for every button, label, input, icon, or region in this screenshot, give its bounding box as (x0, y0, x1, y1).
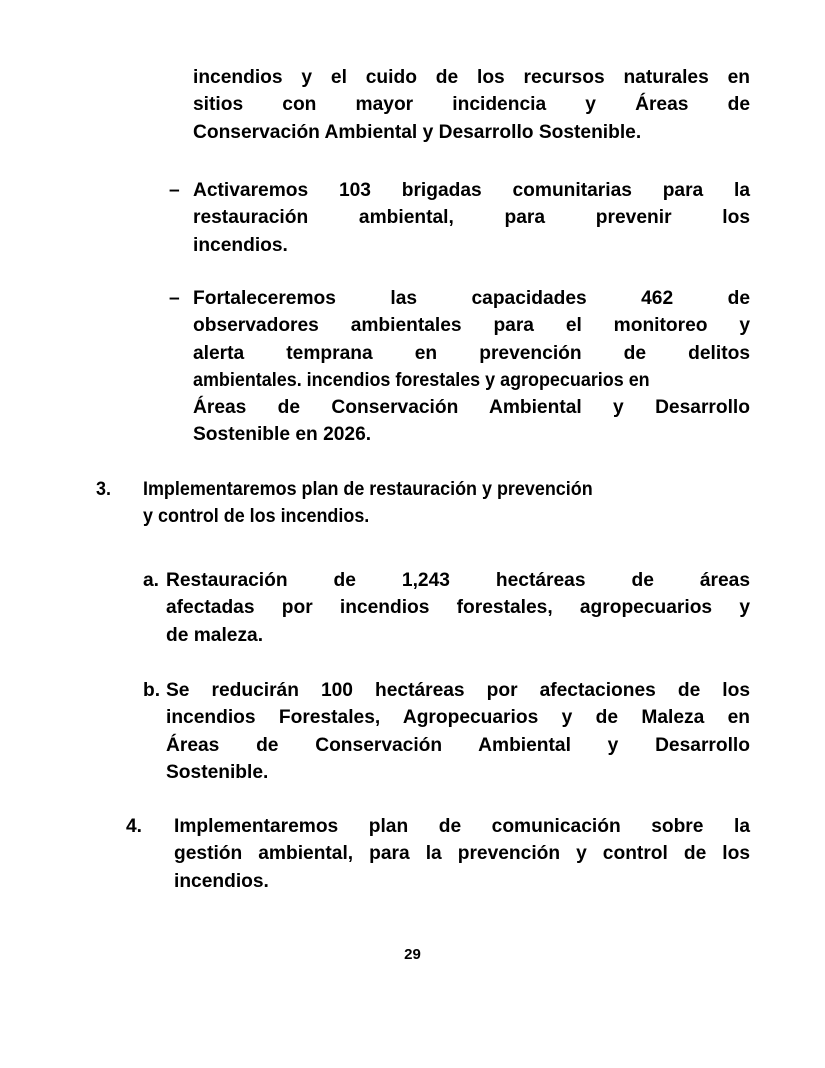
paragraph-line: afectadas por incendios forestales, agropecuarios y (166, 597, 750, 619)
condensed-run: ambientales. incendios forestales y agropecuarios en (193, 369, 650, 391)
paragraph-line (143, 476, 750, 503)
paragraph-line: Sostenible. (166, 761, 269, 783)
dash-bullet-text (193, 177, 750, 259)
continued-paragraph (193, 64, 750, 146)
paragraph-line (143, 503, 750, 530)
condensed-run: 3. (96, 479, 111, 500)
paragraph-line: Fortaleceremos las capacidades 462 de (193, 288, 750, 309)
condensed-run: Implementaremos plan de restauración y prevención (143, 479, 593, 500)
sub-item-b-text (166, 677, 750, 786)
paragraph-line: Activaremos 103 brigadas comunitarias para la (193, 180, 750, 201)
condensed-run: y control de los incendios. (143, 506, 370, 528)
paragraph-line: Se reducirán 100 hectáreas por afectaciones de los (166, 680, 750, 701)
paragraph-line: de maleza. (166, 624, 264, 646)
dash-bullet-marker: – (169, 288, 180, 309)
numbered-item-3-text (143, 476, 750, 531)
numbered-item-4-text (174, 813, 750, 895)
paragraph-line: gestión ambiental, para la prevención y control de los (174, 843, 750, 865)
paragraph-line: Restauración de 1,243 hectáreas de áreas (166, 570, 750, 591)
paragraph-line: incendios. (174, 870, 269, 892)
paragraph-line: Áreas de Conservación Ambiental y Desarrollo (193, 397, 750, 419)
page-number: 29 (404, 946, 421, 963)
sub-item-a (143, 567, 750, 649)
list-number-marker (96, 476, 143, 503)
paragraph-line: incendios. (193, 234, 288, 256)
sub-item-a-text (166, 567, 750, 649)
sub-item-marker: b. (143, 680, 161, 701)
paragraph-line: sitios con mayor incidencia y Áreas de (193, 94, 750, 116)
paragraph-line: Sostenible en 2026. (193, 424, 372, 446)
dash-bullet-marker: – (169, 180, 180, 201)
sub-item-b (143, 677, 750, 786)
dash-bullet-item (169, 285, 750, 449)
paragraph-line: Implementaremos plan de comunicación sobre la (174, 816, 750, 837)
numbered-item-4 (126, 813, 750, 895)
paragraph-line: observadores ambientales para el monitoreo y (193, 315, 750, 337)
dash-bullet-item (169, 177, 750, 259)
paragraph-line: Conservación Ambiental y Desarrollo Sostenible. (193, 121, 642, 143)
paragraph-line: restauración ambiental, para prevenir los (193, 207, 750, 229)
dash-bullet-text (193, 285, 750, 449)
numbered-item-3 (96, 476, 750, 531)
sub-item-marker: a. (143, 570, 160, 591)
paragraph-line: alerta temprana en prevención de delitos (193, 342, 750, 364)
paragraph-line (193, 367, 750, 394)
paragraph-line: incendios Forestales, Agropecuarios y de Maleza en (166, 707, 750, 729)
list-number-marker: 4. (126, 816, 143, 837)
paragraph-line: incendios y el cuido de los recursos naturales en (193, 67, 750, 88)
paragraph-line: Áreas de Conservación Ambiental y Desarrollo (166, 734, 750, 756)
